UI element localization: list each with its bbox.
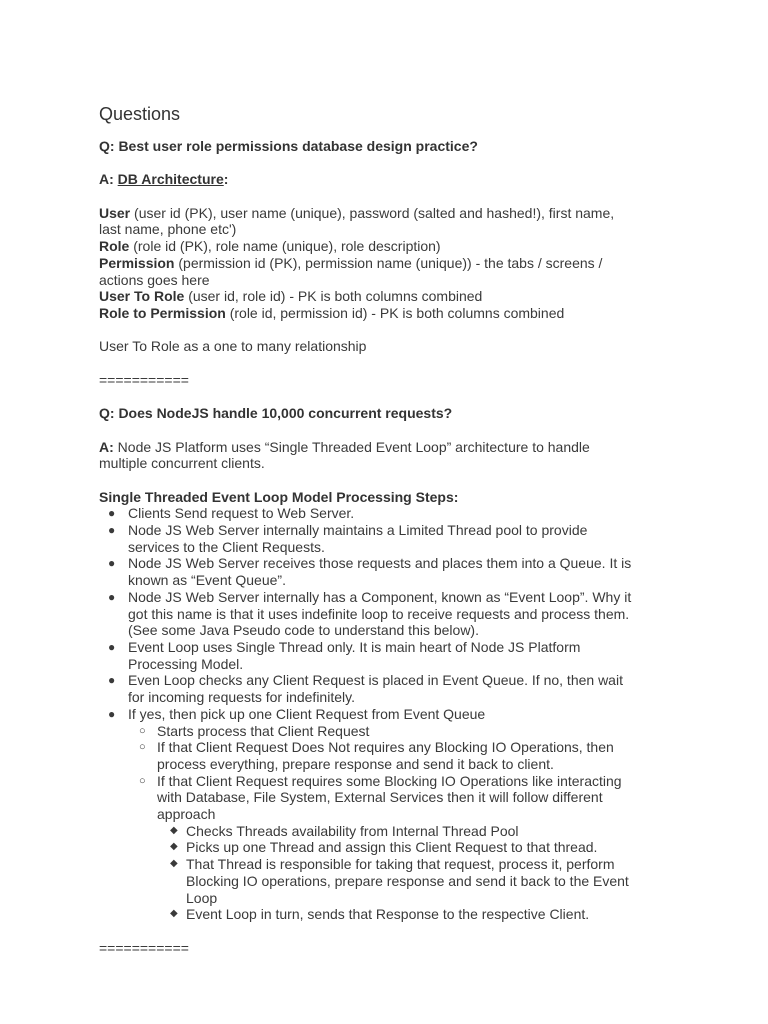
list-item-text: If that Client Request requires some Blocking IO Operations like interacting: [157, 772, 622, 789]
substep-item: [99, 773, 699, 823]
question-2: [99, 405, 699, 422]
step-item: [99, 706, 699, 723]
list-item-text: Starts process that Client Request: [157, 722, 370, 739]
question-1: [99, 138, 699, 155]
entity-name: Permission: [99, 254, 175, 271]
question-text: Q: Does NodeJS handle 10,000 concurrent requests?: [99, 405, 453, 422]
separator: ===========: [99, 939, 189, 956]
list-item-text: If that Client Request Does Not requires any Blocking IO Operations, then: [157, 739, 614, 756]
list-item-text: got this name is that it uses indefinite loop to receive requests and process them.: [128, 605, 630, 622]
subsubstep-item: [99, 839, 699, 856]
step-item: [99, 589, 699, 639]
circle-bullet-icon: ○: [139, 741, 146, 754]
relationship-note: User To Role as a one to many relationship: [99, 338, 367, 355]
step-item: [99, 522, 699, 555]
separator: ===========: [99, 371, 189, 388]
spacer: [99, 923, 699, 940]
entity-desc: (role id (PK), role name (unique), role description): [129, 238, 441, 255]
diamond-bullet-icon: ◆: [170, 908, 178, 920]
colon: :: [223, 171, 229, 188]
question-text: Q: Best user role permissions database design practice?: [99, 138, 478, 154]
steps-heading-text: Single Threaded Event Loop Model Processing Steps:: [99, 488, 459, 505]
bullet-icon: ●: [108, 673, 116, 688]
substep-item: [99, 739, 699, 772]
step-item: [99, 639, 699, 672]
list-item-text: Processing Model.: [128, 655, 244, 672]
subsubstep-item: [99, 856, 699, 906]
substep-item: [99, 723, 699, 740]
steps-heading: [99, 489, 699, 506]
circle-bullet-icon: ○: [139, 724, 146, 737]
page-title: Questions: [99, 104, 181, 124]
entity-name: User: [99, 204, 131, 221]
bullet-icon: ●: [108, 589, 116, 604]
spacer: [99, 388, 699, 405]
entity-desc-cont: last name, phone etc'): [99, 221, 237, 238]
list-item-text: Blocking IO operations, prepare response and send it back to the Event: [186, 872, 629, 889]
db-architecture-heading: DB Architecture: [117, 171, 224, 188]
spacer: [99, 155, 699, 172]
entity-role: [99, 238, 699, 255]
diamond-bullet-icon: ◆: [170, 858, 178, 870]
list-item-text: Picks up one Thread and assign this Client Request to that thread.: [186, 839, 598, 856]
answer-prefix: A:: [99, 171, 118, 188]
list-item-text: Loop: [186, 889, 218, 906]
diamond-bullet-icon: ◆: [170, 841, 178, 853]
subsubstep-item: [99, 906, 699, 923]
list-item-text: Node JS Web Server internally maintains a Limited Thread pool to provide: [128, 522, 588, 539]
list-item-text: That Thread is responsible for taking that request, process it, perform: [186, 856, 615, 873]
entity-name: Role: [99, 238, 130, 255]
answer-text-cont: multiple concurrent clients.: [99, 455, 265, 472]
bullet-icon: ●: [108, 639, 116, 654]
entity-permission: [99, 255, 699, 272]
list-item-text: Event Loop uses Single Thread only. It is main heart of Node JS Platform: [128, 638, 581, 655]
list-item-text: Checks Threads availability from Internal Thread Pool: [186, 822, 519, 839]
list-item-text: If yes, then pick up one Client Request from Event Queue: [128, 705, 486, 722]
entity-desc: (permission id (PK), permission name (unique)) - the tabs / screens /: [174, 254, 603, 271]
step-item: [99, 505, 699, 522]
list-item-text: Event Loop in turn, sends that Response to the respective Client.: [186, 906, 590, 923]
entity-desc: (role id, permission id) - PK is both columns combined: [225, 305, 565, 321]
subsubstep-item: [99, 823, 699, 840]
diamond-bullet-icon: ◆: [170, 824, 178, 836]
entity-name: User To Role: [99, 288, 185, 305]
answer-prefix: A:: [99, 438, 114, 455]
list-item-text: Even Loop checks any Client Request is placed in Event Queue. If no, then wait: [128, 672, 623, 689]
list-item-text: with Database, File System, External Services then it will follow different: [157, 789, 603, 806]
list-item-text: Node JS Web Server internally has a Component, known as “Event Loop”. Why it: [128, 588, 632, 605]
spacer: [99, 422, 699, 439]
circle-bullet-icon: ○: [139, 774, 146, 787]
entity-user-to-role: [99, 288, 699, 305]
bullet-icon: ●: [108, 706, 116, 721]
entity-desc: (user id, role id) - PK is both columns combined: [184, 288, 483, 305]
list-item-text: Node JS Web Server receives those requests and places them into a Queue. It is: [128, 555, 632, 572]
list-item-text: Clients Send request to Web Server.: [128, 505, 355, 522]
list-item-text: for incoming requests for indefinitely.: [128, 689, 355, 706]
list-item-text: (See some Java Pseudo code to understand this below).: [128, 622, 479, 639]
list-item-text: process everything, prepare response and send it back to client.: [157, 755, 554, 772]
entity-role-to-permission: [99, 305, 699, 322]
entity-name: Role to Permission: [99, 305, 226, 321]
answer-2: [99, 439, 699, 456]
bullet-icon: ●: [108, 523, 116, 538]
answer-text: Node JS Platform uses “Single Threaded Event Loop” architecture to handle: [113, 438, 590, 455]
entity-desc: (user id (PK), user name (unique), password (salted and hashed!), first name,: [130, 204, 615, 221]
entity-user: [99, 205, 699, 222]
spacer: [99, 355, 699, 372]
list-item-text: services to the Client Requests.: [128, 538, 325, 555]
step-item: [99, 555, 699, 588]
spacer: [99, 188, 699, 205]
spacer: [99, 472, 699, 489]
steps-list: [99, 505, 699, 923]
entity-desc-cont: actions goes here: [99, 271, 210, 288]
bullet-icon: ●: [108, 556, 116, 571]
bullet-icon: ●: [108, 506, 116, 521]
spacer: [99, 322, 699, 339]
list-item-text: known as “Event Queue”.: [128, 572, 286, 589]
document: [99, 104, 699, 956]
list-item-text: approach: [157, 806, 216, 823]
answer-1-heading: [99, 171, 699, 188]
step-item: [99, 672, 699, 705]
